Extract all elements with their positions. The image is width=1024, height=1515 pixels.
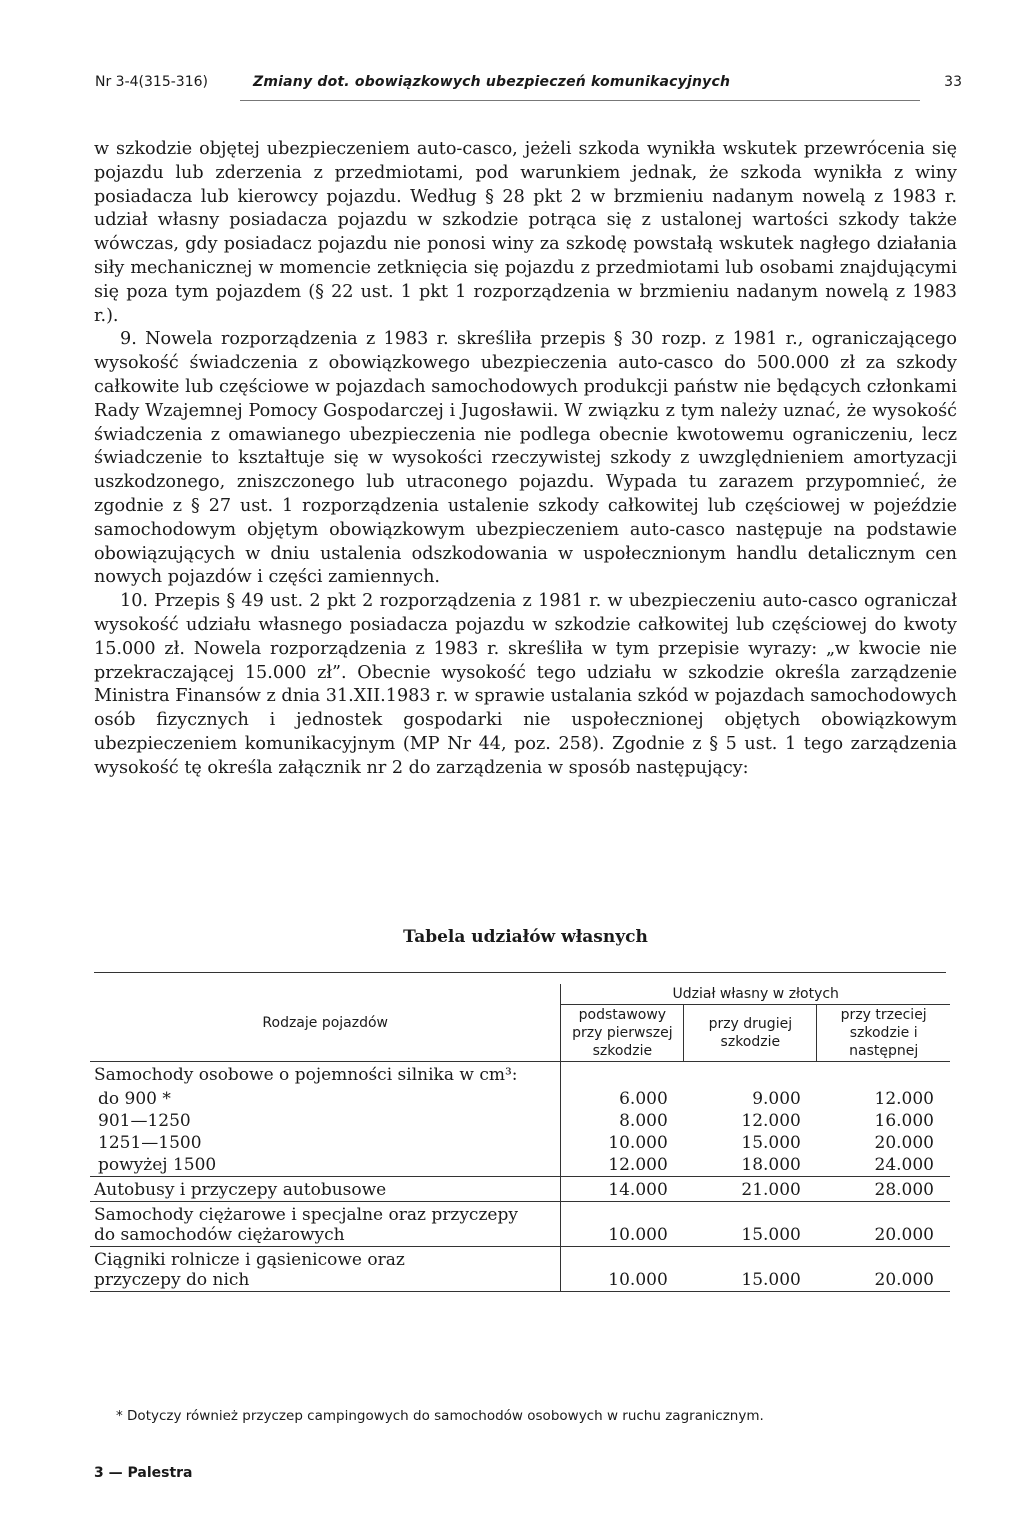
table-row: Samochody ciężarowe i specjalne oraz przyczepy do samochodów ciężarowych 10.000 15.000 20.000 (90, 1202, 950, 1247)
body-text (94, 138, 957, 781)
table-row: Autobusy i przyczepy autobusowe 14.000 21.000 28.000 (90, 1177, 950, 1202)
table-row: 1251—1500 10.000 15.000 20.000 (98, 1133, 934, 1153)
table-row: 901—1250 8.000 12.000 16.000 (98, 1111, 934, 1131)
table-row: Ciągniki rolnicze i gąsienicowe oraz przyczepy do nich 10.000 15.000 20.000 (90, 1247, 950, 1292)
page-number: 33 (944, 74, 962, 90)
cars-heading: Samochody osobowe o pojemności silnika w cm³: (90, 1062, 561, 1089)
paragraph-continued: w szkodzie objętej ubezpieczeniem auto-casco, jeżeli szkoda wynikła wskutek przewrócenia się pojazdu lub zderzenia z przedmiotami, pod warunkiem jednak, że szkoda wynikła z winy posiadacza lub kierowcy pojazdu. Według § 28 pkt 2 w brzmieniu nadanym nowelą z 1983 r. udział własny posiadacza pojazdu w szkodzie potrąca się z ustalonej wartości szkody także wówczas, gdy posiadacz pojazdu nie ponosi winy za szkodę powstałą wskutek nagłego działania siły mechanicznej w momencie zetknięcia się pojazdu z przedmiotami lub osobami znajdującymi się poza tym pojazdem (§ 22 ust. 1 pkt 1 rozporządzenia w brzmieniu nadanym nowelą z 1983 r.). (94, 139, 957, 326)
paragraph-9: 9. Nowela rozporządzenia z 1983 r. skreśliła przepis § 30 rozp. z 1981 r., ograniczającego wysokość świadczenia z obowiązkowego ubezpieczenia auto-casco do 500.000 zł za szkody całkowite lub częściowe w pojazdach samochodowych produkcji państw nie będących członkami Rady Wzajemnej Pomocy Gospodarczej i Jugosławii. W związku z tym należy uznać, że wysokość świadczenia z omawianego ubezpieczenia nie podlega obecnie kwotowemu ograniczeniu, lecz świadczenie to kształtuje się w wysokości rzeczywistej szkody z uwzględnieniem amortyzacji uszkodzonego, zniszczonego lub utraconego pojazdu. Wypada tu zarazem przypomnieć, że zgodnie z § 27 ust. 1 rozporządzenia ustalenie szkody całkowitej lub częściowej w pojeździe samochodowym objętym obowiązkowym ubezpieczeniem auto-casco następuje na podstawie obowiązujących w dniu ustalenia odszkodowania w uspołecznionym handlu detalicznym cen nowych pojazdów i części zamiennych. (94, 329, 957, 588)
col-header-second-claim: przy drugiej szkodzie (684, 1005, 817, 1062)
running-title: Zmiany dot. obowiązkowych ubezpieczeń komunikacyjnych (253, 74, 731, 90)
col-header-third-claim: przy trzeciej szkodzie i następnej (817, 1005, 950, 1062)
table-row: powyżej 1500 12.000 18.000 24.000 (98, 1155, 934, 1175)
col-header-vehicle-type: Rodzaje pojazdów (262, 1014, 389, 1031)
own-share-table (90, 984, 950, 1292)
table-top-rule (94, 972, 946, 973)
header-rule (240, 100, 920, 101)
table-row: do 900 * 6.000 9.000 12.000 (98, 1089, 934, 1109)
paragraph-10: 10. Przepis § 49 ust. 2 pkt 2 rozporządzenia z 1981 r. w ubezpieczeniu auto-casco ograniczał wysokość udziału własnego posiadacza pojazdu w szkodzie całkowitej lub częściowej do kwoty 15.000 zł. Nowela rozporządzenia z 1983 r. skreśliła w tym przepisie wyrazy: „w kwocie nie przekraczającej 15.000 zł”. Obecnie wysokość tego udziału w szkodzie określa zarządzenie Ministra Finansów z dnia 31.XII.1983 r. w sprawie ustalania szkód w pojazdach samochodowych osób fizycznych i jednostek gospodarki nie uspołecznionej objętych obowiązkowym ubezpieczeniem komunikacyjnym (MP Nr 44, poz. 258). Zgodnie z § 5 ust. 1 tego zarządzenia wysokość tę określa załącznik nr 2 do zarządzenia w sposób następujący: (94, 591, 957, 778)
col-header-first-claim: podstawowy przy pierwszej szkodzie (561, 1005, 684, 1062)
table-title: Tabela udziałów własnych (403, 927, 648, 947)
footnote: * Dotyczy również przyczep campingowych do samochodów osobowych w ruchu zagranicznym. (116, 1408, 764, 1424)
col-header-own-share: Udział własny w złotych (561, 984, 950, 1005)
page-footer: 3 — Palestra (94, 1465, 193, 1481)
issue-number: Nr 3-4(315-316) (95, 74, 208, 90)
page-header (95, 74, 962, 96)
